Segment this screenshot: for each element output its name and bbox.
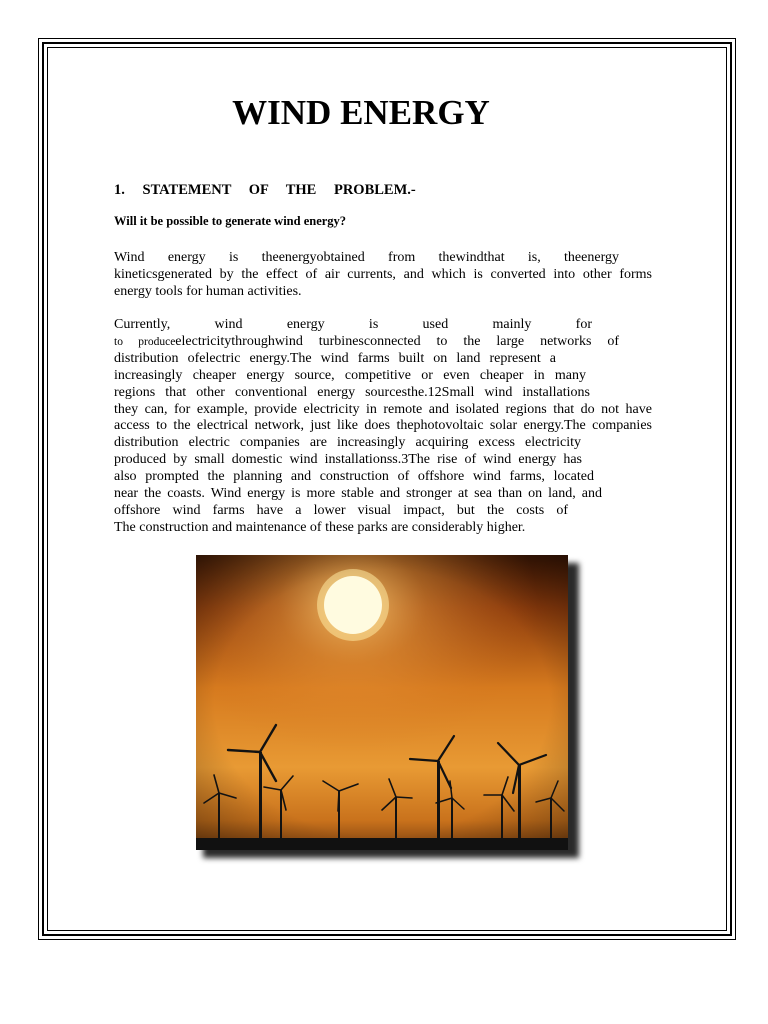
paragraph-line: regions that other conventional energy sourcesthe.12Small wind installations — [114, 384, 590, 400]
ground-silhouette — [196, 838, 568, 850]
paragraph-line: they can, for example, provide electricity in remote and isolated regions that do not have — [114, 401, 652, 417]
page-title: WIND ENERGY — [232, 93, 490, 132]
paragraph-line: distribution electric companies are increasingly acquiring excess electricity — [114, 435, 581, 451]
paragraph-line: also prompted the planning and construction of offshore wind farms, located — [114, 469, 594, 485]
paragraph-line-rest: electricitythroughwind turbinesconnected to the large networks of — [175, 333, 619, 349]
paragraph-line: distribution ofelectric energy.The wind farms built on land represent a — [114, 350, 556, 366]
paragraph-line: access to the electrical network, just like does thephotovoltaic solar energy.The companies — [114, 418, 652, 434]
paragraph-line: near the coasts. Wind energy is more stable and stronger at sea than on land, and — [114, 486, 602, 502]
section-heading: 1. STATEMENT OF THE PROBLEM.- — [114, 182, 416, 198]
paragraph-line: Wind energy is theenergyobtained from thewindthat is, theenergy — [114, 250, 619, 265]
paragraph-intro — [114, 250, 652, 301]
paragraph-line: energy tools for human activities. — [114, 283, 302, 299]
paragraph-line: kineticsgenerated by the effect of air currents, and which is converted into other forms — [114, 266, 652, 282]
paragraph-line — [114, 334, 619, 351]
paragraph-body — [114, 317, 652, 537]
wind-turbine-photo — [196, 555, 568, 850]
paragraph-line: The construction and maintenance of these parks are considerably higher. — [114, 519, 526, 535]
paragraph-line: Currently, wind energy is used mainly for — [114, 317, 592, 332]
paragraph-line: increasingly cheaper energy source, competitive or even cheaper in many — [114, 367, 586, 383]
sunset-turbines-illustration — [196, 555, 568, 850]
question-text: Will it be possible to generate wind energy? — [114, 214, 347, 228]
paragraph-line: offshore wind farms have a lower visual impact, but the costs of — [114, 502, 568, 518]
paragraph-line-small: to produce — [114, 335, 176, 348]
paragraph-line: produced by small domestic wind installationss.3The rise of wind energy has — [114, 452, 582, 468]
